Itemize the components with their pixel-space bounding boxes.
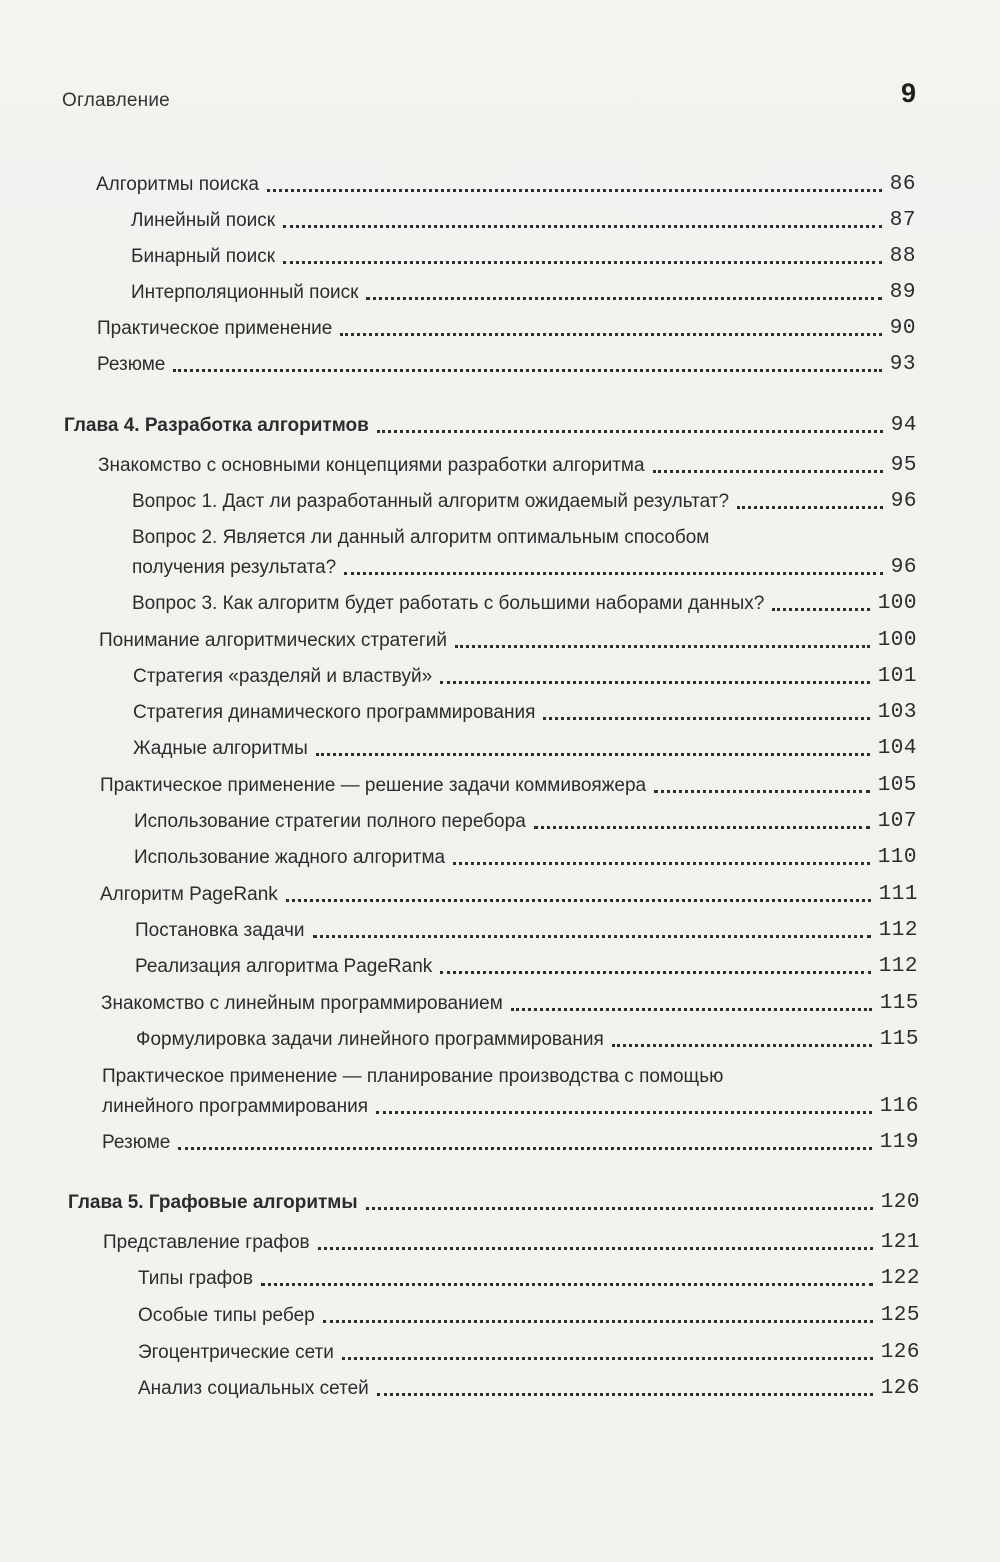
toc-entry-title: Практическое применение [97, 318, 333, 339]
toc-entry-question-1[interactable] [132, 487, 917, 517]
toc-entry-title: Стратегия динамического программирования [133, 702, 536, 723]
toc-chapter-title: Глава 5. Графовые алгоритмы [68, 1192, 358, 1213]
toc-entry-page: 125 [880, 1304, 920, 1327]
toc-entry-page: 86 [889, 173, 916, 196]
toc-entry-page: 121 [880, 1231, 920, 1254]
toc-entry-search-algorithms[interactable] [96, 170, 916, 200]
toc-entry-problem-statement[interactable] [135, 916, 918, 946]
toc-entry-page: 122 [880, 1267, 920, 1290]
dot-leader [511, 1008, 872, 1011]
toc-entry-linear-search[interactable] [131, 206, 916, 236]
toc-entry-title: Формулировка задачи линейного программирования [136, 1029, 604, 1050]
dot-leader [344, 572, 883, 575]
toc-entry-title: Стратегия «разделяй и властвуй» [133, 666, 433, 687]
toc-entry-greedy-usage[interactable] [134, 843, 917, 873]
toc-entry-title: Интерполяционный поиск [131, 282, 359, 303]
toc-entry-page: 116 [879, 1095, 919, 1118]
toc-entry-title: Использование стратегии полного перебора [134, 811, 526, 832]
toc-entry-lp-formulation[interactable] [136, 1025, 919, 1055]
dot-leader [340, 333, 881, 336]
dot-leader [342, 1357, 873, 1360]
toc-entry-question-2[interactable] [132, 523, 917, 583]
toc-entry-design-concepts[interactable] [98, 451, 917, 481]
dot-leader [534, 826, 870, 829]
dot-leader [543, 717, 869, 720]
toc-entry-question-3[interactable] [132, 589, 917, 619]
toc-entry-pagerank-implementation[interactable] [135, 952, 918, 982]
toc-entry-page: 100 [877, 592, 917, 615]
toc-entry-page: 101 [877, 665, 917, 688]
toc-entry-title: Типы графов [138, 1268, 253, 1289]
dot-leader [178, 1147, 871, 1150]
toc-entry-title: Алгоритмы поиска [96, 174, 259, 195]
toc-entry-title: Вопрос 3. Как алгоритм будет работать с большими наборами данных? [132, 593, 765, 614]
toc-entry-graph-types[interactable] [138, 1264, 920, 1294]
toc-entry-page: 111 [878, 883, 918, 906]
page-number: 9 [900, 78, 916, 108]
dot-leader [377, 430, 883, 433]
toc-entry-page: 120 [880, 1191, 920, 1214]
toc-entry-title-line1: Практическое применение — планирование производства с помощью [102, 1066, 724, 1087]
dot-leader [323, 1320, 873, 1323]
toc-entry-brute-force[interactable] [134, 807, 917, 837]
toc-entry-social-network-analysis[interactable] [138, 1374, 920, 1404]
toc-entry-dynamic-programming[interactable] [133, 698, 917, 728]
toc-entry-title: Реализация алгоритма PageRank [135, 956, 433, 977]
toc-entry-egocentric-networks[interactable] [138, 1338, 920, 1368]
toc-entry-page: 104 [877, 737, 917, 760]
toc-entry-page: 112 [878, 955, 918, 978]
toc-entry-binary-search[interactable] [131, 242, 916, 272]
toc-entry-title: Анализ социальных сетей [138, 1378, 369, 1399]
dot-leader [737, 506, 883, 509]
toc-entry-title: Постановка задачи [135, 920, 305, 941]
toc-entry-page: 94 [890, 414, 917, 437]
toc-entry-title: Жадные алгоритмы [133, 738, 308, 759]
toc-entry-interpolation-search[interactable] [131, 278, 916, 308]
dot-leader [267, 189, 882, 192]
toc-entry-practical-application[interactable] [97, 314, 916, 344]
dot-leader [286, 899, 871, 902]
toc-entry-page: 87 [889, 209, 916, 232]
dot-leader [366, 1207, 873, 1210]
dot-leader [366, 297, 881, 300]
toc-entry-title: Знакомство с основными концепциями разработки алгоритма [98, 455, 645, 476]
toc-entry-page: 90 [889, 317, 916, 340]
toc-entry-page: 100 [877, 629, 917, 652]
toc-entry-page: 89 [889, 281, 916, 304]
toc-chapter-5[interactable] [68, 1188, 920, 1218]
toc-entry-page: 103 [877, 701, 917, 724]
dot-leader [654, 790, 870, 793]
toc-entry-page: 88 [889, 245, 916, 268]
toc-entry-page: 96 [890, 490, 917, 513]
toc-entry-page: 105 [877, 774, 917, 797]
toc-chapter-title: Глава 4. Разработка алгоритмов [64, 415, 369, 436]
dot-leader [653, 470, 883, 473]
toc-entry-greedy-algorithms[interactable] [133, 734, 917, 764]
toc-entry-title: Практическое применение — решение задачи коммивояжера [100, 775, 647, 796]
dot-leader [440, 681, 870, 684]
dot-leader [283, 225, 882, 228]
toc-chapter-4[interactable] [64, 411, 917, 441]
toc-entry-title: Понимание алгоритмических стратегий [99, 630, 448, 651]
toc-entry-page: 110 [877, 846, 917, 869]
toc-entry-divide-and-conquer[interactable] [133, 662, 917, 692]
dot-leader [283, 261, 882, 264]
toc-entry-page: 119 [879, 1131, 919, 1154]
toc-entry-title: Алгоритм PageRank [100, 884, 278, 905]
dot-leader [261, 1283, 873, 1286]
toc-entry-title: Бинарный поиск [131, 246, 276, 267]
toc-entry-summary-ch4[interactable] [102, 1128, 919, 1158]
toc-entry-title: Резюме [102, 1132, 171, 1153]
dot-leader [612, 1044, 872, 1047]
toc-entry-page: 96 [890, 556, 917, 579]
dot-leader [453, 862, 870, 865]
dot-leader [313, 935, 871, 938]
toc-entry-strategies[interactable] [99, 626, 917, 656]
toc-entry-production-planning[interactable] [102, 1062, 919, 1122]
toc-entry-page: 93 [889, 353, 916, 376]
toc-entry-page: 115 [879, 992, 919, 1015]
toc-entry-title-line2: получения результата? [132, 557, 337, 578]
toc-entry-title: Эгоцентрические сети [138, 1342, 334, 1363]
toc-entry-title: Представление графов [103, 1232, 310, 1253]
toc-entry-page: 107 [877, 810, 917, 833]
toc-entry-title: Знакомство с линейным программированием [101, 993, 503, 1014]
dot-leader [318, 1247, 873, 1250]
toc-entry-linear-programming[interactable] [101, 989, 919, 1019]
dot-leader [377, 1393, 873, 1396]
dot-leader [455, 645, 870, 648]
dot-leader [316, 753, 870, 756]
toc-entry-title: Линейный поиск [131, 210, 276, 231]
running-title: Оглавление [62, 90, 170, 111]
toc-entry-summary[interactable] [97, 350, 916, 380]
toc-entry-tsp[interactable] [100, 771, 917, 801]
toc-entry-pagerank[interactable] [100, 880, 918, 910]
toc-entry-page: 115 [879, 1028, 919, 1051]
dot-leader [376, 1111, 872, 1114]
toc-entry-title-line2: линейного программирования [102, 1096, 368, 1117]
toc-entry-title: Вопрос 1. Даст ли разработанный алгоритм ожидаемый результат? [132, 491, 730, 512]
dot-leader [173, 369, 881, 372]
toc-entry-title: Использование жадного алгоритма [134, 847, 446, 868]
toc-entry-page: 126 [880, 1377, 920, 1400]
toc-entry-page: 112 [878, 919, 918, 942]
toc-entry-title-line1: Вопрос 2. Является ли данный алгоритм оптимальным способом [132, 527, 710, 548]
dot-leader [440, 971, 870, 974]
toc-entry-page: 95 [890, 454, 917, 477]
dot-leader [772, 608, 869, 611]
toc-entry-title: Особые типы ребер [138, 1305, 315, 1326]
toc-entry-title: Резюме [97, 354, 166, 375]
toc-entry-special-edges[interactable] [138, 1301, 920, 1331]
toc-entry-page: 126 [880, 1341, 920, 1364]
toc-entry-graph-representation[interactable] [103, 1228, 920, 1258]
